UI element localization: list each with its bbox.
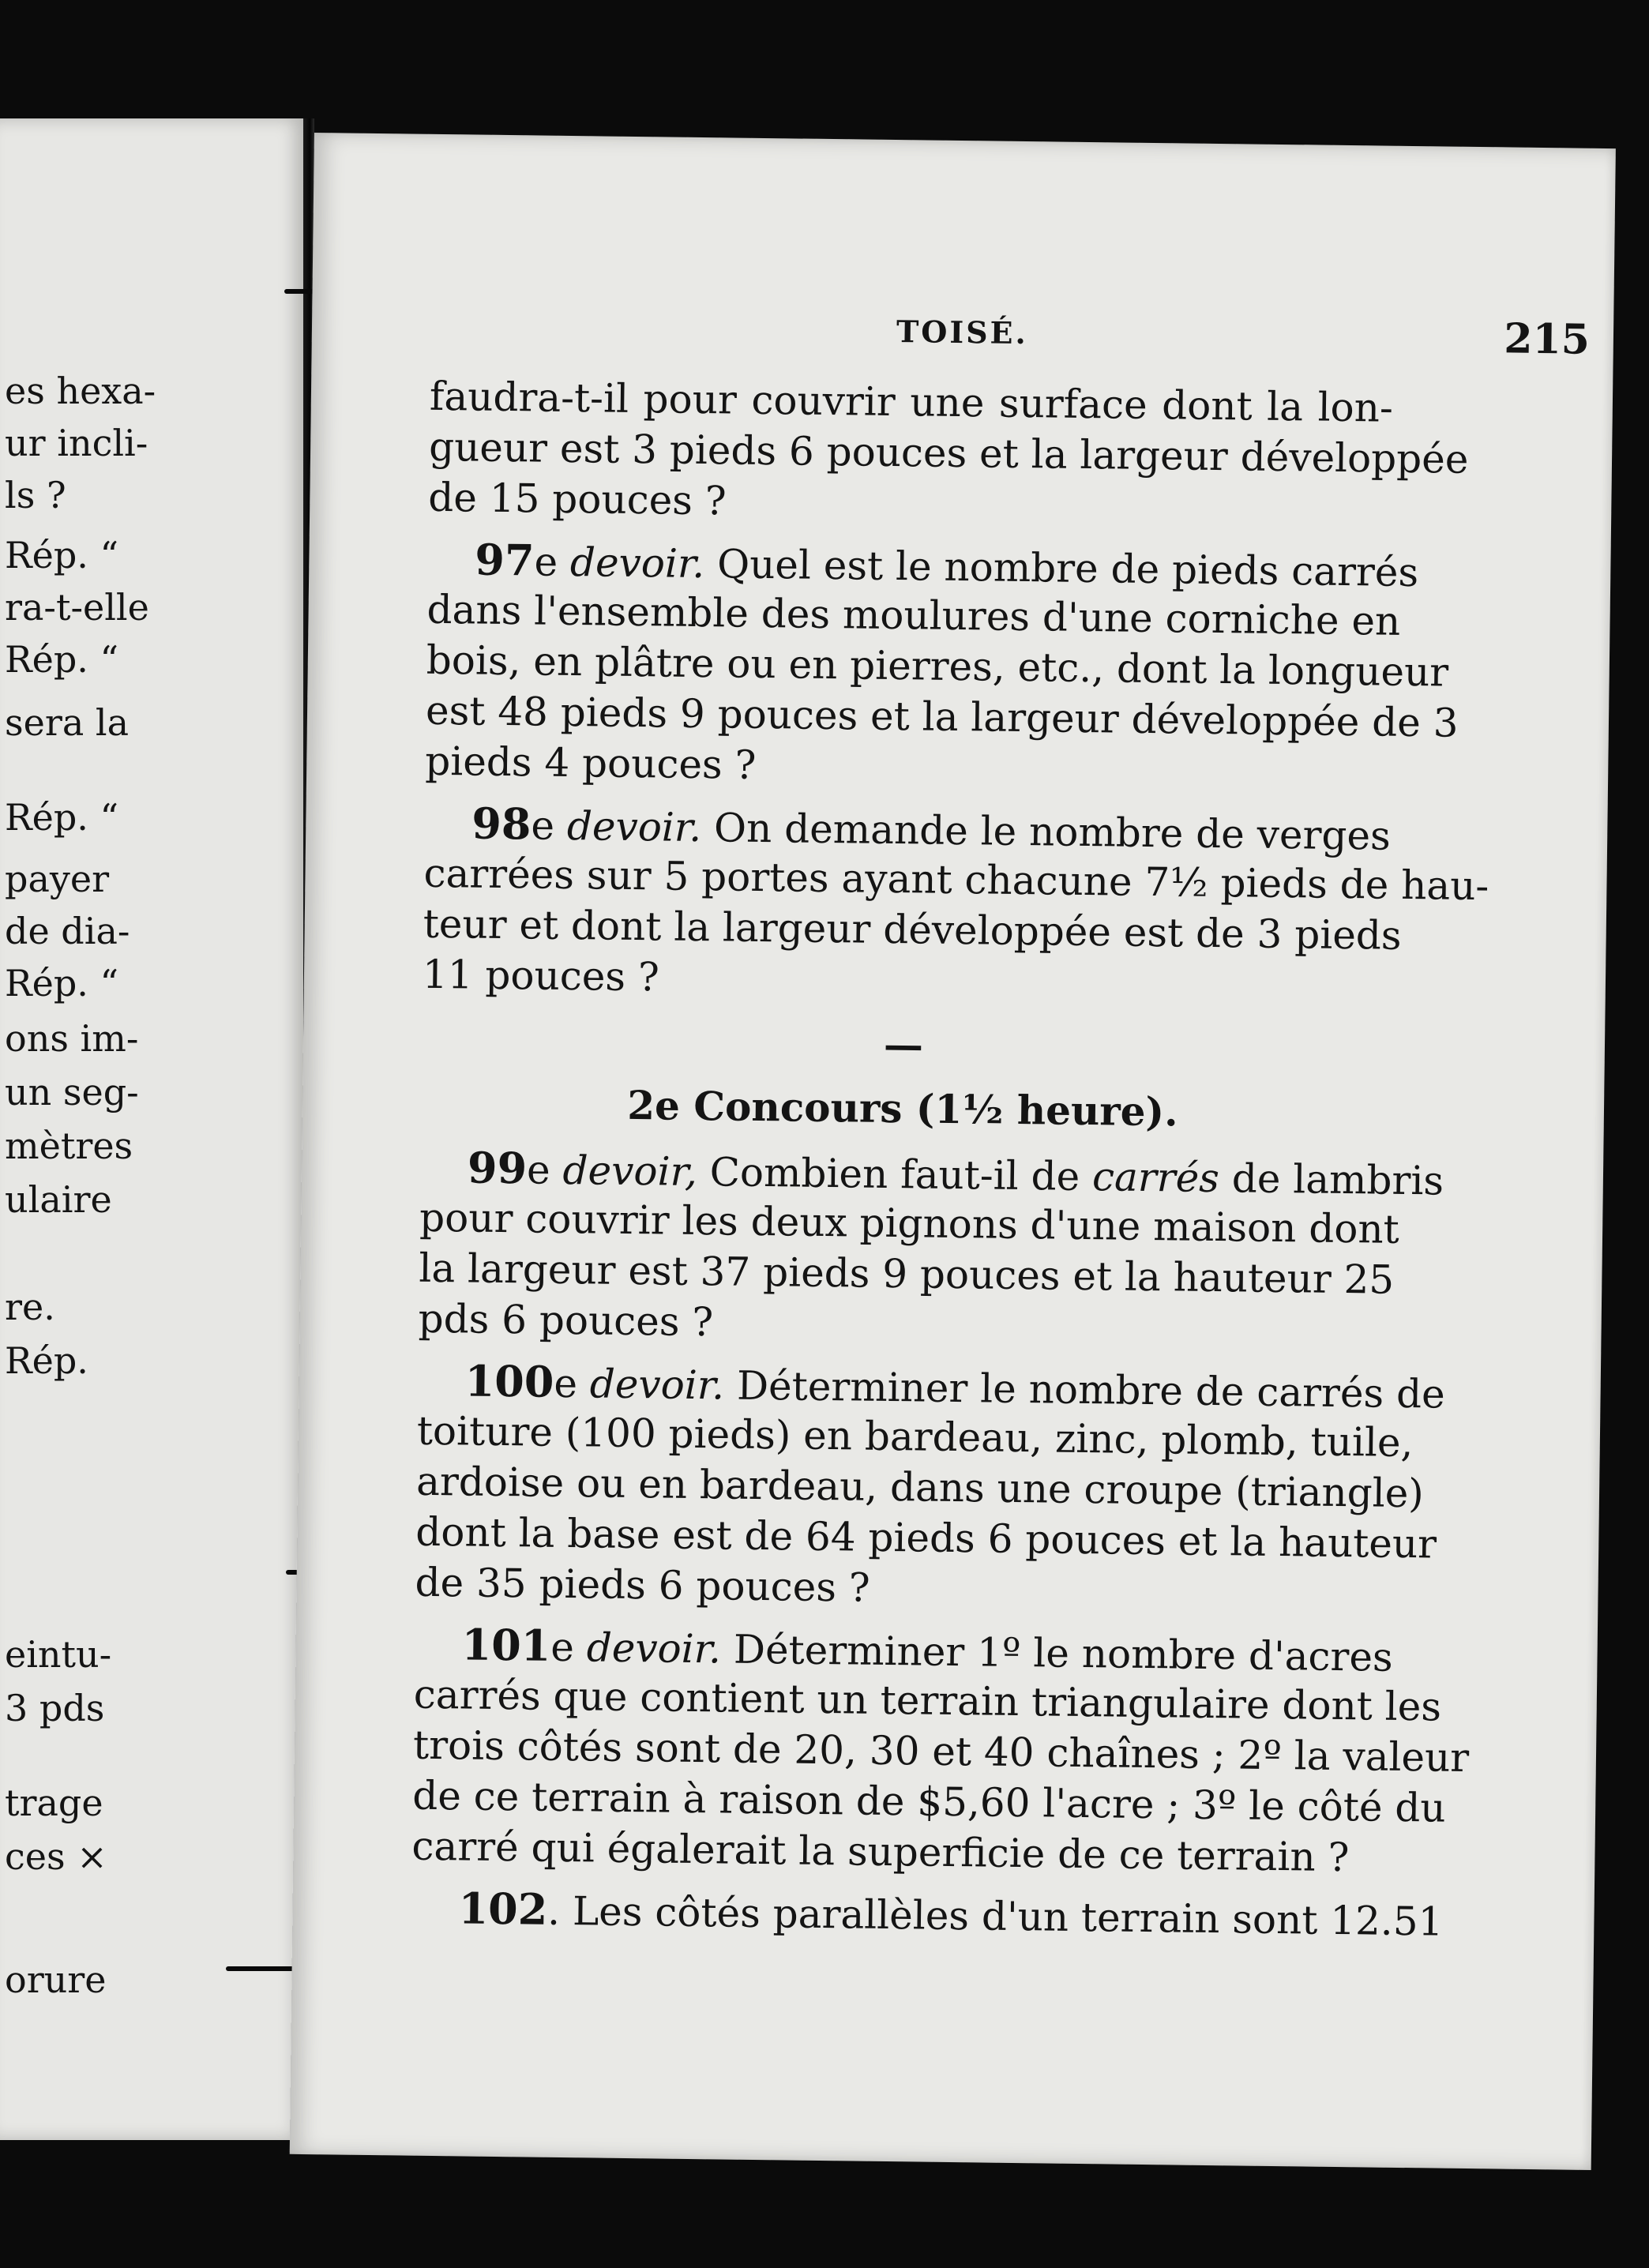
- exercise-label: devoir,: [562, 1147, 698, 1196]
- exercise-99: [418, 1142, 1444, 1356]
- exercise-number: 99: [467, 1142, 528, 1194]
- exercise-label: devoir.: [589, 1361, 725, 1409]
- section-title: 2e Concours (1½ heure).: [626, 1081, 1178, 1136]
- left-line: Rép. “: [5, 638, 119, 681]
- left-line: sera la: [5, 701, 130, 744]
- exercise-number: 97: [475, 534, 535, 586]
- running-head: TOISÉ.: [896, 314, 1029, 351]
- text-line: trois côtés sont de 20, 30 et 40 chaînes ; 2º la valeur: [412, 1722, 1470, 1782]
- text-fragment: On demande le nombre de verges: [713, 805, 1392, 859]
- text-line: carrés que contient un terrain triangulaire dont les: [413, 1671, 1442, 1730]
- text-line: faudra-t-il pour couvrir une surface dont la lon-: [429, 373, 1394, 431]
- exercise-suffix: e: [531, 802, 568, 849]
- text-line: de 15 pouces ?: [428, 474, 727, 524]
- exercise-102: [411, 1883, 1444, 1945]
- exercise-100: [415, 1355, 1446, 1620]
- text-fragment: Déterminer le nombre de carrés de: [736, 1362, 1446, 1418]
- text-line: pour couvrir les deux pignons d'une maison dont: [419, 1194, 1400, 1252]
- left-line: mètres: [5, 1125, 133, 1167]
- text-line: de 35 pieds 6 pouces ?: [415, 1559, 871, 1611]
- exercise-number: 102: [458, 1883, 548, 1935]
- left-line: ra-t-elle: [5, 586, 149, 629]
- left-page-fragment: [0, 118, 308, 2140]
- text-line: de ce terrain à raison de $5,60 l'acre ; 3º le côté du: [411, 1772, 1446, 1831]
- exercise-number: 98: [471, 798, 532, 850]
- exercise-suffix: e: [526, 1147, 563, 1193]
- text-line: est 48 pieds 9 pouces et la largeur développée de 3: [425, 687, 1459, 746]
- text-fragment: Combien faut-il de: [709, 1149, 1093, 1200]
- right-page: [290, 133, 1616, 2170]
- text-line: dans l'ensemble des moulures d'une corniche en: [426, 586, 1401, 644]
- left-line: de dia-: [5, 910, 130, 952]
- page-header: [311, 306, 1613, 377]
- left-line: eintu-: [5, 1633, 112, 1676]
- left-line: ls ?: [5, 474, 66, 516]
- text-line: teur et dont la largeur développée est de 3 pieds: [423, 900, 1402, 959]
- left-line: ons im-: [5, 1017, 139, 1060]
- left-line: Rép. “: [5, 796, 119, 839]
- exercise-97: [424, 534, 1459, 798]
- text-line: toiture (100 pieds) en bardeau, zinc, plomb, tuile,: [416, 1407, 1414, 1466]
- exercise-suffix: .: [547, 1887, 573, 1935]
- text-line: [411, 1883, 1444, 1945]
- left-line: Rép. “: [5, 962, 119, 1004]
- page-number: 215: [1504, 314, 1591, 364]
- text-fragment-italic: carrés: [1091, 1154, 1220, 1202]
- text-line: pds 6 pouces ?: [418, 1295, 714, 1346]
- exercise-label: devoir.: [569, 539, 705, 588]
- text-line: carré qui égalerait la superficie de ce terrain ?: [411, 1823, 1350, 1881]
- left-line: un seg-: [5, 1071, 139, 1113]
- left-line: ulaire: [5, 1178, 112, 1221]
- left-line: re.: [5, 1286, 55, 1328]
- section-separator: —: [883, 1020, 924, 1068]
- text-line: gueur est 3 pieds 6 pouces et la largeur développée: [428, 423, 1469, 483]
- text-line: carrées sur 5 portes ayant chacune 7½ pieds de hau-: [423, 850, 1489, 910]
- left-line: orure: [5, 1958, 107, 2001]
- left-line: es hexa-: [5, 370, 156, 412]
- paragraph-continuation: [428, 371, 1469, 535]
- page-body: [411, 371, 1489, 1945]
- left-line: Rép. “: [5, 534, 119, 576]
- text-line: ardoise ou en bardeau, dans une croupe (triangle): [415, 1458, 1425, 1517]
- exercise-number: 100: [464, 1355, 554, 1407]
- left-line: trage: [5, 1782, 103, 1824]
- exercise-label: devoir.: [586, 1624, 722, 1673]
- exercise-98: [422, 798, 1489, 1012]
- exercise-suffix: e: [534, 539, 571, 585]
- text-line: dont la base est de 64 pieds 6 pouces et la hauteur: [415, 1508, 1437, 1568]
- text-fragment: Les côtés parallèles d'un terrain sont 12.51: [572, 1888, 1444, 1945]
- exercise-number: 101: [461, 1619, 551, 1671]
- text-line: pieds 4 pouces ?: [424, 738, 757, 788]
- text-fragment: Quel est le nombre de pieds carrés: [716, 541, 1419, 596]
- text-line: bois, en plâtre ou en pierres, etc., dont la longueur: [426, 636, 1449, 696]
- exercise-label: devoir.: [566, 802, 702, 851]
- left-line: Rép.: [5, 1339, 88, 1382]
- text-line: la largeur est 37 pieds 9 pouces et la hauteur 25: [419, 1245, 1395, 1303]
- text-line: 11 pouces ?: [422, 951, 660, 1001]
- text-fragment: de lambris: [1219, 1155, 1444, 1204]
- exercise-suffix: e: [554, 1360, 591, 1407]
- left-line: ur incli-: [5, 422, 148, 464]
- text-fragment: Déterminer 1º le nombre d'acres: [733, 1626, 1394, 1680]
- left-line: 3 pds: [5, 1687, 105, 1729]
- exercise-suffix: e: [550, 1624, 588, 1671]
- left-line: payer: [5, 858, 110, 900]
- exercise-101: [411, 1619, 1470, 1883]
- left-line: ces ×: [5, 1835, 107, 1878]
